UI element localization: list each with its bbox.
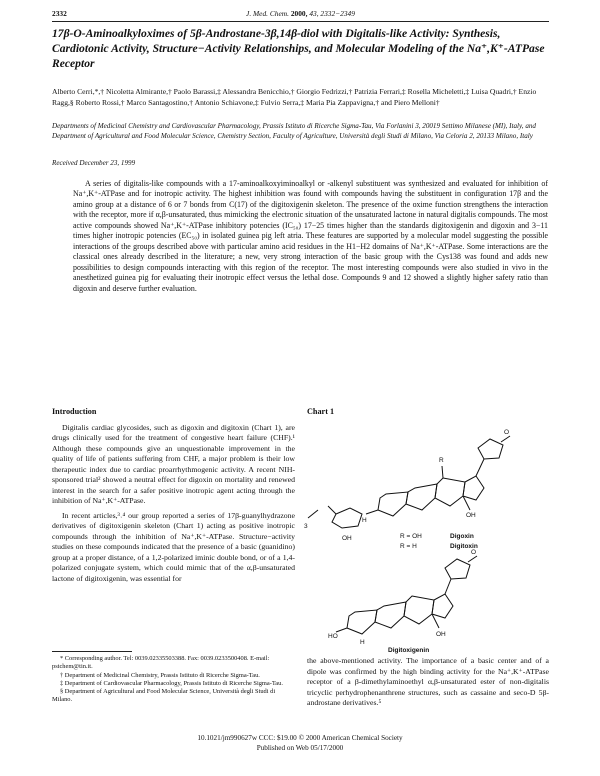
- page-number: 2332: [52, 9, 67, 18]
- glycoside-link: [366, 510, 378, 514]
- footnote-rule: [52, 651, 132, 652]
- steroid-ring-d-1: [463, 476, 484, 500]
- journal-year: 2000,: [290, 9, 308, 18]
- footnotes: [52, 655, 295, 705]
- ho-label: HO: [328, 633, 338, 640]
- received-date: Received December 23, 1999: [52, 159, 136, 167]
- lactone-o-label-2: O: [471, 549, 477, 556]
- intro-paragraph-2: In recent articles,³˒⁴ our group reported a series of 17β-guanylhydrazone derivatives of digitoxigenin skeleton (Chart 1) acting as positive inotropic compounds through the inhibition of Na⁺,K⁺-ATPase. Structure−activity studies on these compounds indicated that the presence of a basic (guanidino) group at a proper distance, of a 1,2-polarized iminic double bond, or of a 1,4-polarized conjugate system, which could mimic that of the α,β-unsaturated lactone of digitoxigenin, was essential for: [52, 510, 295, 583]
- right-column-text: the above-mentioned activity. The importance of a basic center and of a dipole was confirmed by the high binding activity for the Na⁺,K⁺-ATPase receptor of a β-dimethylaminoethyl α,β-unsaturated ester of non-digitalis tricyclic perhydrophenanthrene structures, such as cassaine and seco-D 5β-androstane derivatives.⁵: [307, 656, 549, 707]
- lactone-carbonyl-2: [468, 556, 477, 562]
- r-substituent-label: R: [439, 457, 444, 464]
- journal-volume-pages: 43, 2332−2349: [309, 9, 355, 18]
- sugar-repeat-label: 3: [304, 523, 308, 530]
- steroid-ring-c-1: [435, 478, 465, 506]
- r-definition-1: R = OH: [400, 533, 422, 540]
- lactone-ring-1: [478, 439, 503, 459]
- steroid-ring-a-1: [378, 492, 408, 516]
- doi-copyright-line: 10.1021/jm990627w CCC: $19.00 © 2000 American Chemical Society: [197, 734, 403, 742]
- h-label-1: H: [362, 517, 367, 524]
- sugar-oh-label: OH: [342, 535, 352, 542]
- r-bond: [442, 466, 443, 478]
- lactone-o-label-1: O: [504, 429, 510, 436]
- footnote-affil-2: ‡ Department of Cardiovascular Pharmacology, Prassis Istituto di Ricerche Sigma-Tau.: [60, 679, 283, 687]
- chemical-structures-figure: [300, 418, 550, 654]
- footnote-corresponding: * Corresponding author. Tel: 0039.02335503388. Fax: 0039.0233500408. E-mail: pstchem@tin.it.: [52, 655, 270, 671]
- sugar-ring: [332, 508, 362, 528]
- sugar-chain-end: [308, 510, 318, 518]
- published-date-line: Published on Web 05/17/2000: [256, 744, 344, 752]
- sugar-bond: [328, 506, 336, 514]
- lactone-link-2: [445, 579, 451, 594]
- oh-label-1: OH: [466, 512, 476, 519]
- header-rule: [52, 21, 549, 22]
- steroid-ring-b-1: [406, 484, 437, 510]
- lactone-carbonyl-1: [501, 436, 510, 442]
- footnote-affil-1: † Department of Medicinal Chemistry, Prassis Istituto di Ricerche Sigma-Tau.: [60, 671, 260, 679]
- article-title: 17β-O-Aminoalkyloximes of 5β-Androstane-3β,14β-diol with Digitalis-like Activity: Synthesis, Cardiotonic Activity, Structure−Activity Relationships, and Molecular Modeling of the Na⁺,K⁺-ATPase Receptor: [52, 27, 545, 70]
- page-footer: [0, 733, 600, 753]
- introduction-column: [52, 407, 295, 588]
- footnote-affil-3: § Department of Agricultural and Food Molecular Science, Università degli Studi di Milano.: [52, 688, 276, 704]
- affiliations: Departments of Medicinal Chemistry and Cardiovascular Pharmacology, Prassis Istituto di Ricerche Sigma-Tau, Via Forlanini 3, 20019 Settimo Milanese (MI), Italy, and Department of Agricultural and Food Molecular Science, Chemistry Section, Faculty of Agriculture, Università degli Studi di Milano, Via Celoria 2, 20133 Milano, Italy: [52, 122, 536, 140]
- introduction-heading: Introduction: [52, 407, 97, 416]
- abstract: [73, 179, 548, 294]
- lactone-link-1: [476, 459, 484, 476]
- compound-name-digoxin: Digoxin: [450, 533, 474, 540]
- r-definition-2: R = H: [400, 543, 417, 550]
- abstract-text: A series of digitalis-like compounds with a 17-aminoalkoxyiminoalkyl or -alkenyl substituent was synthesized and evaluated for inhibition of Na⁺,K⁺-ATPase and for inotropic activity. The highest inhibition was found with compounds having the substituent in configuration 17β and the amino group at a distance of 6 or 7 bonds from C(17) of the digitoxigenin skeleton. The presence of the oxime function strengthens the interaction with the receptor, more if α,β-unsaturated, thus mimicking the electronic situation of the unsaturated lactone in natural digitalis compounds. The most active compounds showed Na⁺,K⁺-ATPase inhibitory potencies (IC₅₀) 17−25 times higher than the standards digitoxigenin and digoxin and 3−11 times higher inotropic potencies (EC₅₀) in isolated guinea pig left atria. These features are supported by a molecular model suggesting the possible interactions of the groups described above with particular amino acid residues in the H1−H2 domains of Na⁺,K⁺-ATPase. Some interactions are the classical ones already described in the literature; a new, very strong interaction of the basic group with the Cys138 was found and adds new possibilities to design compounds interacting with this region of the receptor. The most interesting compounds were also studied in vivo in the anesthetized guinea pig for evaluating their inotropic effect versus the lethal dose. Compounds 9 and 12 showed a slightly higher safety ratio than digoxin and deserve further evaluation.: [73, 179, 548, 293]
- compound-name-digitoxin: Digitoxin: [450, 543, 478, 550]
- h-label-2: H: [360, 639, 365, 646]
- compound-name-digitoxigenin: Digitoxigenin: [388, 647, 430, 654]
- ho-bond: [336, 628, 347, 632]
- journal-name: J. Med. Chem.: [246, 9, 289, 18]
- steroid-ring-d-2: [432, 594, 453, 618]
- chart-title: Chart 1: [307, 407, 335, 416]
- lactone-ring-2: [445, 559, 470, 579]
- steroid-ring-b-2: [375, 602, 406, 628]
- steroid-ring-a-2: [347, 610, 377, 634]
- author-list: Alberto Cerri,*,† Nicoletta Almirante,† Paolo Barassi,‡ Alessandra Benicchio,† Giorgio Fedrizzi,† Patrizia Ferrari,‡ Rosella Micheletti,‡ Luisa Quadri,† Enzio Ragg,§ Roberto Rossi,† Marco Santagostino,† Antonio Schiavone,‡ Fulvio Serra,‡ Maria Pia Zappavigna,† and Piero Melloni†: [52, 87, 537, 107]
- oh-label-2: OH: [436, 631, 446, 638]
- steroid-ring-c-2: [404, 596, 434, 624]
- journal-citation: [52, 9, 549, 18]
- intro-paragraph-1: Digitalis cardiac glycosides, such as digoxin and digitoxin (Chart 1), are drugs clinically used for the treatment of congestive heart failure (CHF).¹ Although these compounds give an unquestionable improvement in the quality of life of patients suffering from CHF, a major problem is their low therapeutic index due to cardiac proarrhythmogenic activity. A recent NIH-sponsored trial² showed a neutral effect for digoxin on mortality and renewed interest in the search for a safer positive inotropic agent acting through the inhibition of Na⁺,K⁺-ATPase.: [52, 422, 295, 505]
